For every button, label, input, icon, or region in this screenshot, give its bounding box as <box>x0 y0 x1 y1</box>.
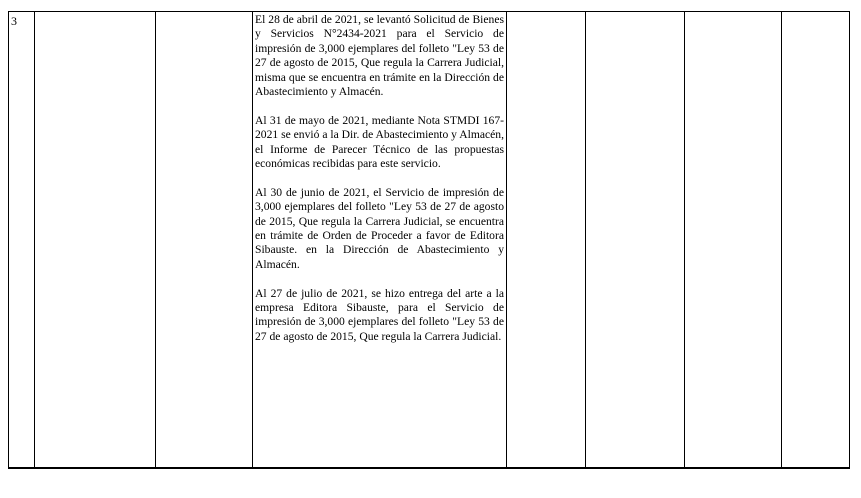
empty-cell <box>35 12 156 469</box>
description-paragraph: Al 27 de julio de 2021, se hizo entrega del arte a la empresa Editora Sibauste, para el Servicio de impresión de 3,000 ejemplares del folleto "Ley 53 de 27 de agosto de 2015, Que regula la Carrera Judicial. <box>255 286 504 343</box>
empty-cell <box>507 12 586 469</box>
status-table <box>8 11 850 469</box>
empty-cell <box>156 12 253 469</box>
description-paragraph: Al 30 de junio de 2021, el Servicio de impresión de 3,000 ejemplares del folleto "Ley 53 de 27 de agosto de 2015, Que regula la Carrera Judicial, se encuentra en trámite de Orden de Proceder a favor de Editora Sibauste. en la Dirección de Abastecimiento y Almacén. <box>255 185 504 271</box>
row-number-cell <box>9 12 35 469</box>
table-row <box>9 12 850 469</box>
empty-cell <box>685 12 782 469</box>
row-number: 3 <box>11 14 17 28</box>
empty-cell <box>586 12 685 469</box>
description-paragraph: El 28 de abril de 2021, se levantó Solicitud de Bienes y Servicios N°2434-2021 para el Servicio de impresión de 3,000 ejemplares del folleto "Ley 53 de 27 de agosto de 2015, Que regula la Carrera Judicial, misma que se encuentra en trámite en la Dirección de Abastecimiento y Almacén. <box>255 13 504 99</box>
empty-cell <box>782 12 850 469</box>
description-cell <box>253 12 507 469</box>
description-paragraph: Al 31 de mayo de 2021, mediante Nota STMDI 167-2021 se envió a la Dir. de Abastecimiento y Almacén, el Informe de Parecer Técnico de las propuestas económicas recibidas para este servicio. <box>255 113 504 171</box>
